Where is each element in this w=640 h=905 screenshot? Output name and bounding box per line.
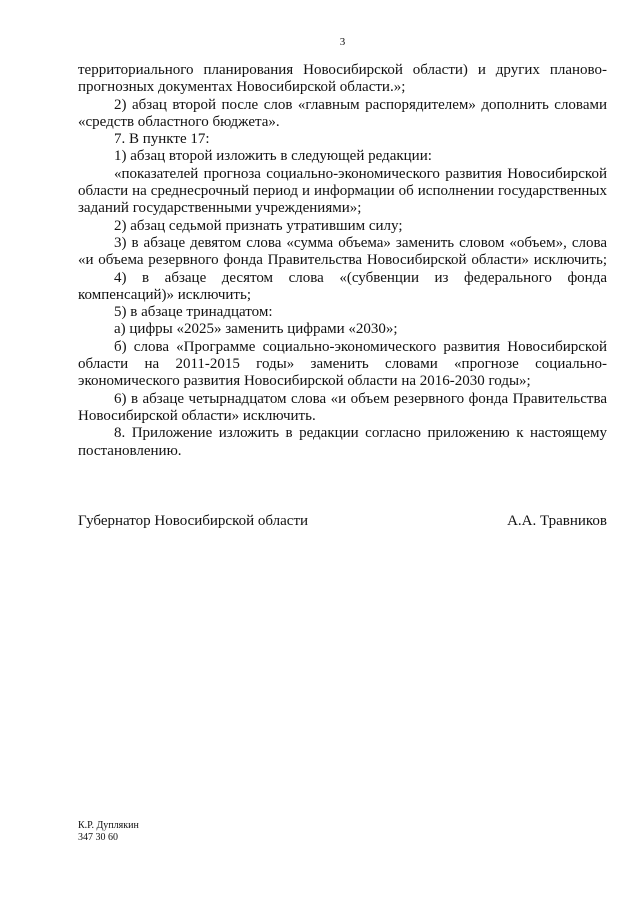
paragraph (78, 425, 607, 460)
paragraph (78, 321, 607, 338)
paragraph (78, 339, 607, 391)
text-line: прогнозных документах Новосибирской области.»; (78, 79, 406, 96)
text-line: «и объема резервного фонда Правительства Новосибирской области» исключить; (78, 252, 607, 269)
paragraph (78, 131, 607, 148)
executor-name: К.Р. Дуплякин (78, 820, 139, 831)
paragraph (78, 166, 607, 218)
text-line: а) цифры «2025» заменить цифрами «2030»; (114, 321, 398, 338)
text-line: экономического развития Новосибирской области на 2016-2030 годы»; (78, 373, 531, 390)
text-line: 8. Приложение изложить в редакции согласно приложению к настоящему (114, 425, 607, 442)
paragraph (78, 391, 607, 426)
text-line: 1) абзац второй изложить в следующей редакции: (114, 148, 432, 165)
text-line: «средств областного бюджета». (78, 113, 280, 130)
paragraph (78, 148, 607, 165)
executor-phone: 347 30 60 (78, 832, 118, 843)
text-line: 5) в абзаце тринадцатом: (114, 304, 273, 321)
document-body (78, 62, 607, 460)
paragraph (78, 97, 607, 132)
text-line: 4) в абзаце десятом слова «(субвенции из федерального фонда (114, 269, 607, 286)
signatory-name: А.А. Травников (507, 513, 607, 529)
text-line: 7. В пункте 17: (114, 131, 210, 148)
text-line: Новосибирской области» исключить. (78, 407, 316, 424)
text-line: 2) абзац второй после слов «главным распорядителем» дополнить словами (114, 96, 607, 113)
paragraph (78, 235, 607, 270)
text-line: 3) в абзаце девятом слова «сумма объема» заменить словом «объем», слова (114, 234, 607, 251)
text-line: постановлению. (78, 442, 182, 459)
text-line: 6) в абзаце четырнадцатом слова «и объем резервного фонда Правительства (114, 390, 607, 407)
text-line: области на 2011-2015 годы» заменить словами «прогнозе социально- (78, 356, 607, 373)
text-line: компенсаций)» исключить; (78, 286, 251, 303)
text-line: 2) абзац седьмой признать утратившим силу; (114, 217, 403, 234)
paragraph (78, 270, 607, 305)
paragraph (78, 62, 607, 97)
text-line: территориального планирования Новосибирской области) и других планово- (78, 62, 607, 78)
paragraph (78, 304, 607, 321)
paragraph (78, 218, 607, 235)
signatory-position: Губернатор Новосибирской области (78, 513, 309, 529)
page-number: 3 (339, 36, 346, 48)
text-line: «показателей прогноза социально-экономического развития Новосибирской (114, 165, 607, 182)
text-line: области на среднесрочный период и информации об исполнении государственных (78, 183, 607, 200)
signature-block (78, 512, 607, 530)
text-line: заданий государственными учреждениями»; (78, 200, 362, 217)
text-line: б) слова «Программе социально-экономического развития Новосибирской (114, 338, 607, 355)
executor-footer (78, 820, 139, 844)
